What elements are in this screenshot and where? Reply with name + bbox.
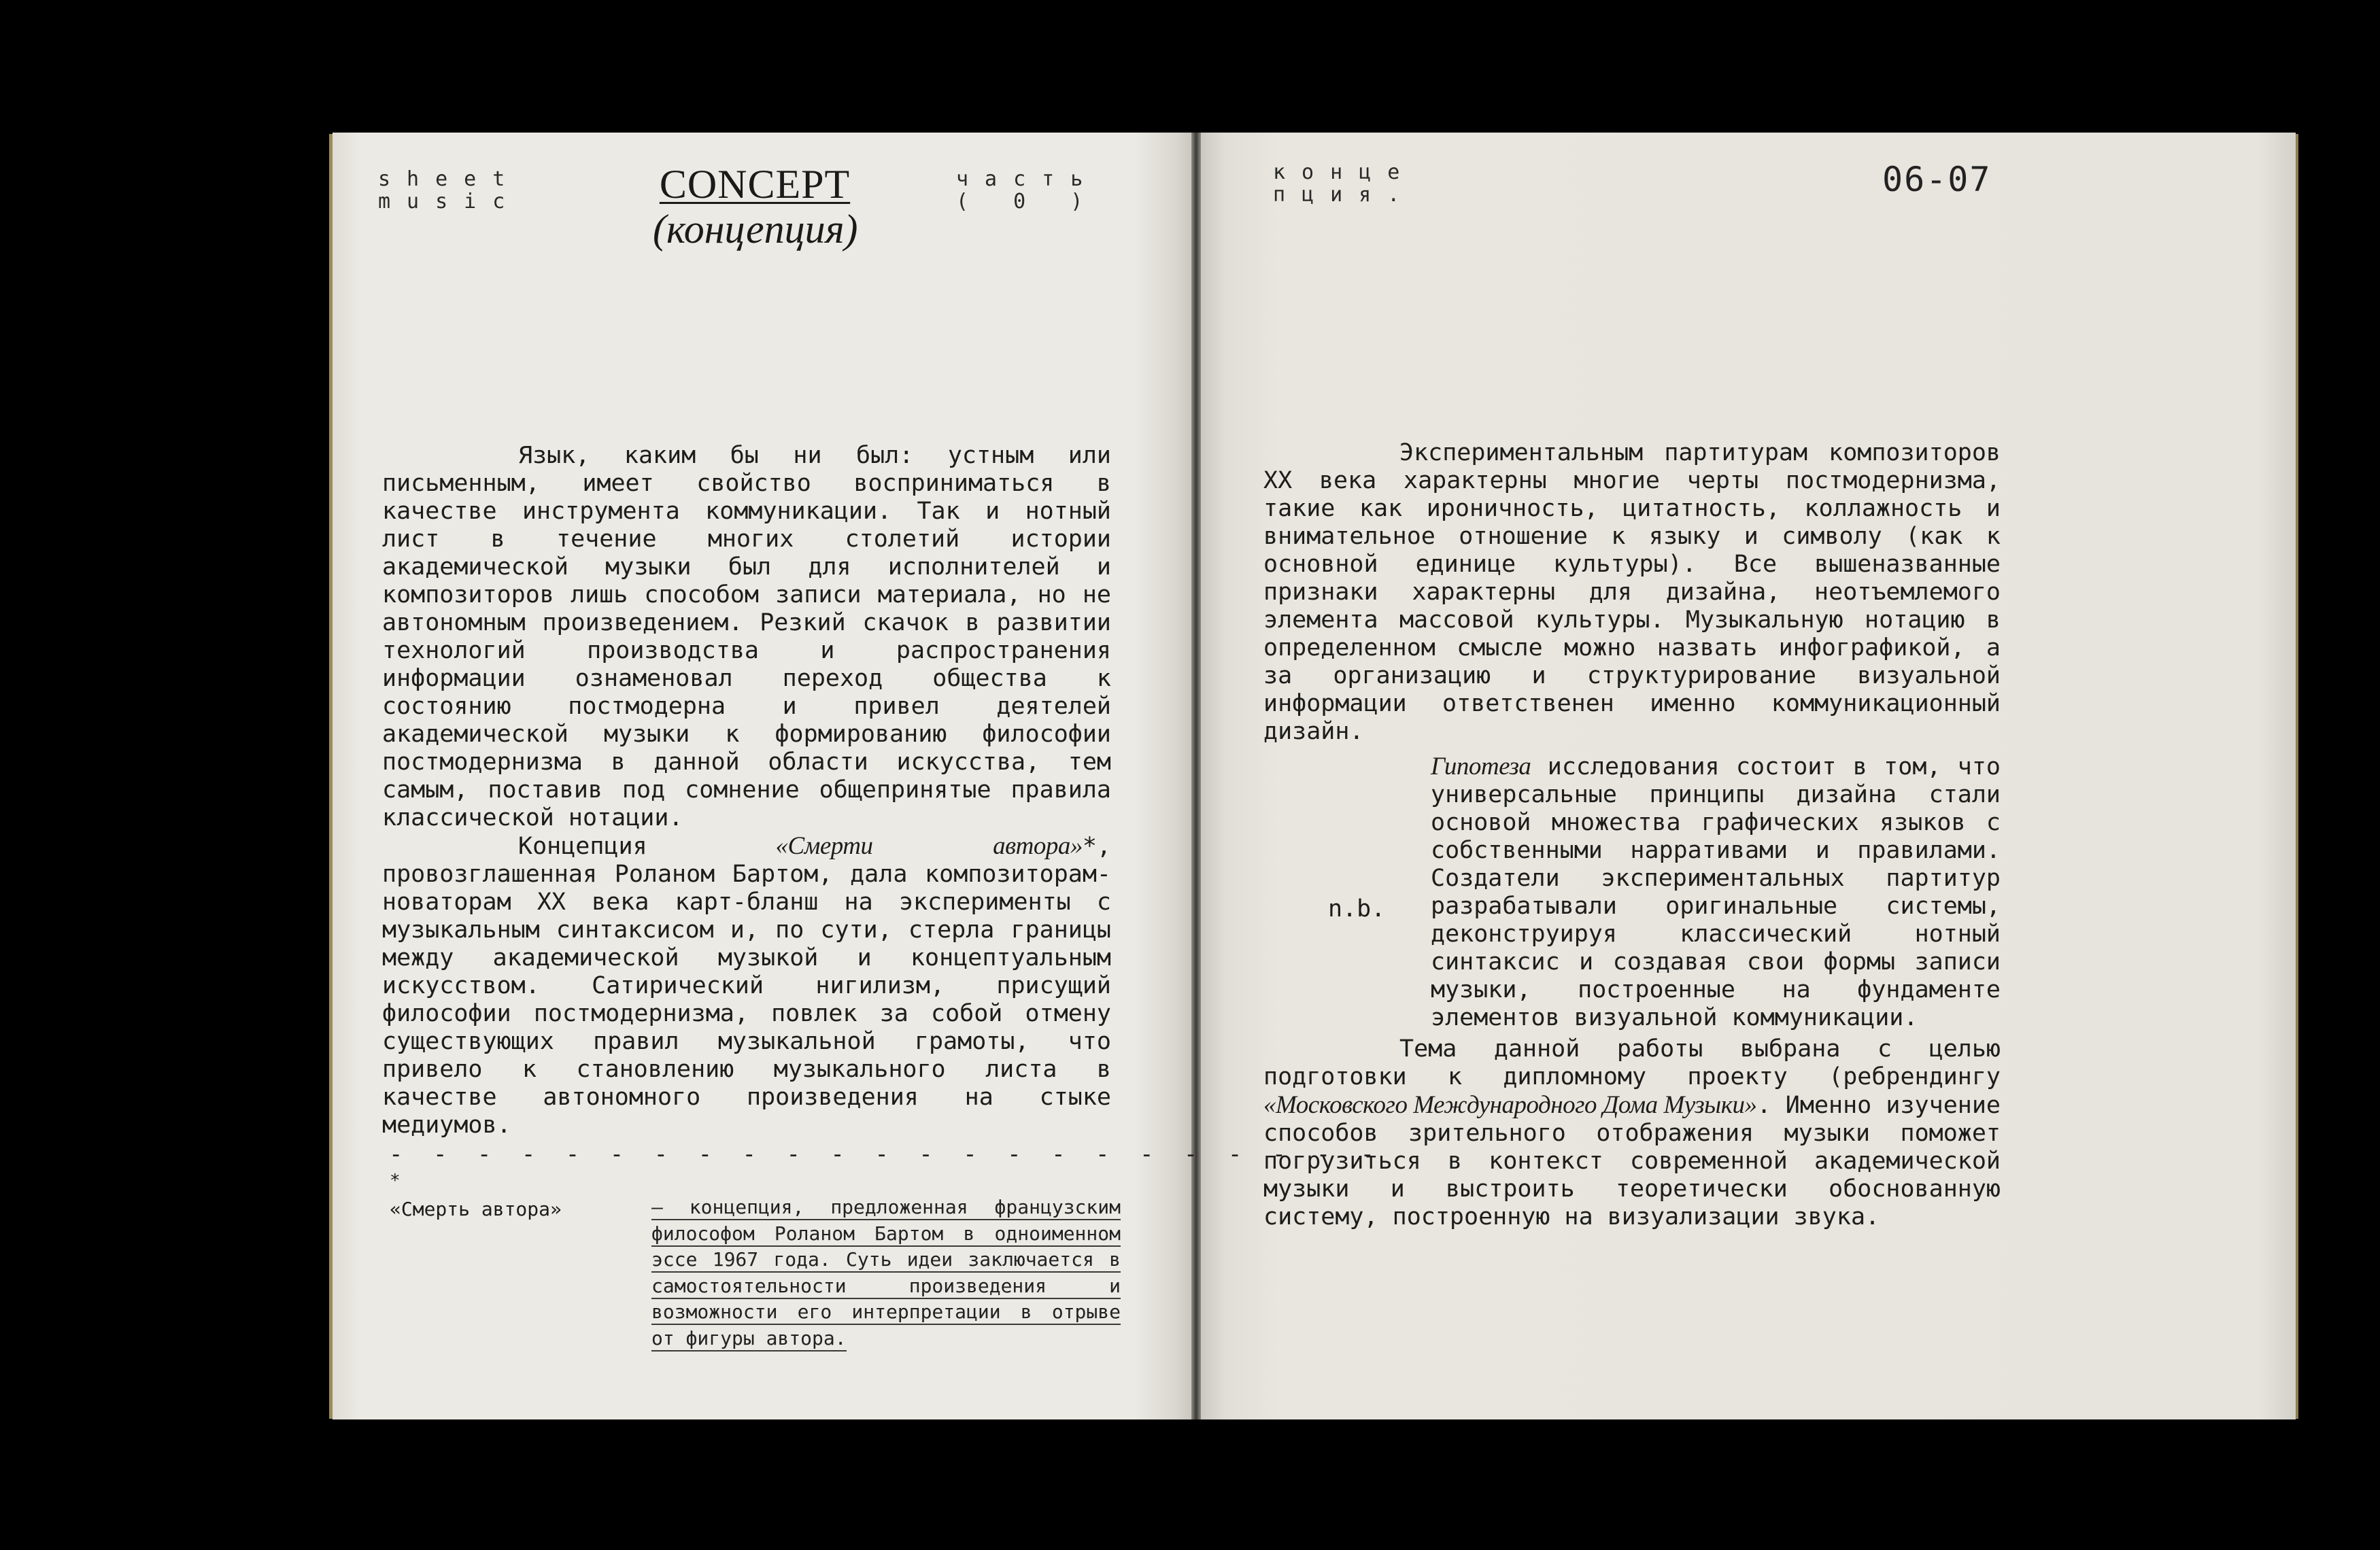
footnote-definition: – концепция, предложенная французским философом Роланом Бартом в одноименном эссе 1967 года. Суть идеи заключается в самостоятельности произведения и возможности его интерпретации в отрыве от фигуры автора. [651,1194,1121,1351]
footnote-term: «Смерть автора» [390,1198,562,1220]
nota-bene-label: n.b. [1328,895,1386,923]
part-number: ( 0 ) [956,190,1100,213]
right-body-text-2 [1263,1035,2001,1231]
part-label: часть [956,167,1100,191]
footnote-divider: - - - - - - - - - - - - - - - - - - - - - - - [389,1141,1383,1168]
right-body-text-1 [1263,439,2001,746]
concept-label-line1: конце [1273,160,1416,184]
left-body-text [382,442,1111,1139]
right-paragraph-1: Экспериментальным партитурам композиторов XX века характерны многие черты постмодернизма, такие как ироничность, цитатность, коллажность и внимательное отношение к языку и символу (как к основной единице культуры). Все вышеназванные признаки характерны для дизайна, неотъемлемого элемента массовой культуры. Музыкальную нотацию в определенном смысле можно назвать инфографикой, а за организацию и структурирование визуальной информации ответственен именно коммуникационный дизайн. [1263,439,2001,745]
mmdm-name: «Московского Международного Дома Музыки» [1263,1091,1757,1119]
concept-label-line2: пция. [1273,183,1416,207]
page-numbers: 06-07 [1882,160,1992,199]
sheet-label: sheet [378,167,522,191]
title-concept: CONCEPT [659,162,851,207]
title-subtitle: (концепция) [653,207,858,252]
footnote-marker: * [390,1171,401,1191]
death-of-author-term: «Смерти автора» [775,832,1083,860]
hypothesis-block [1431,753,2001,1032]
page-title [653,163,857,250]
left-paragraph-2: Концепция «Смерти автора»*, провозглашенная Роланом Бартом, дала композиторам-новаторам XX века карт-бланш на эксперименты с музыкальным синтаксисом и, по сути, стерла границы между академической музыкой и концептуальным искусством. Сатирический нигилизм, присущий философии постмодернизма, повлек за собой отмену существующих правил музыкальной грамоты, что привело к становлению музыкального листа в качестве автономного произведения на стыке медиумов. [382,832,1112,1139]
right-paragraph-3: Тема данной работы выбрана с целью подготовки к дипломному проекту (ребрендингу «Московского Международного Дома Музыки». Именно изучение способов зрительного отображения музыки поможет погрузиться в контекст современной академической музыки и выстроить теоретически обоснованную систему, построенную на визуализации звука. [1263,1035,2001,1230]
book-gutter [1191,133,1201,1419]
hypothesis-paragraph: Гипотеза исследования состоит в том, что универсальные принципы дизайна стали основой множества графических языков с собственными нарративами и правилами. Создатели экспериментальных партитур разрабатывали оригинальные системы, деконструируя классический нотный синтаксис и создавая свои формы записи музыки, построенные на фундаменте элементов визуальной коммуникации. [1431,753,2001,1031]
music-label: music [378,190,522,213]
left-paragraph-1: Язык, каким бы ни был: устным или письменным, имеет свойство восприниматься в качестве инструмента коммуникации. Так и нотный лист в течение многих столетий истории академической музыки был для исполнителей и композиторов лишь способом записи материала, но не автономным произведением. Резкий скачок в развитии технологий производства и распространения информации ознаменовал переход общества к состоянию постмодерна и привел деятелей академической музыки к формированию философии постмодернизма в данной области искусства, тем самым, поставив под сомнение общепринятые правила классической нотации. [382,442,1111,831]
hypothesis-term: Гипотеза [1431,753,1531,780]
